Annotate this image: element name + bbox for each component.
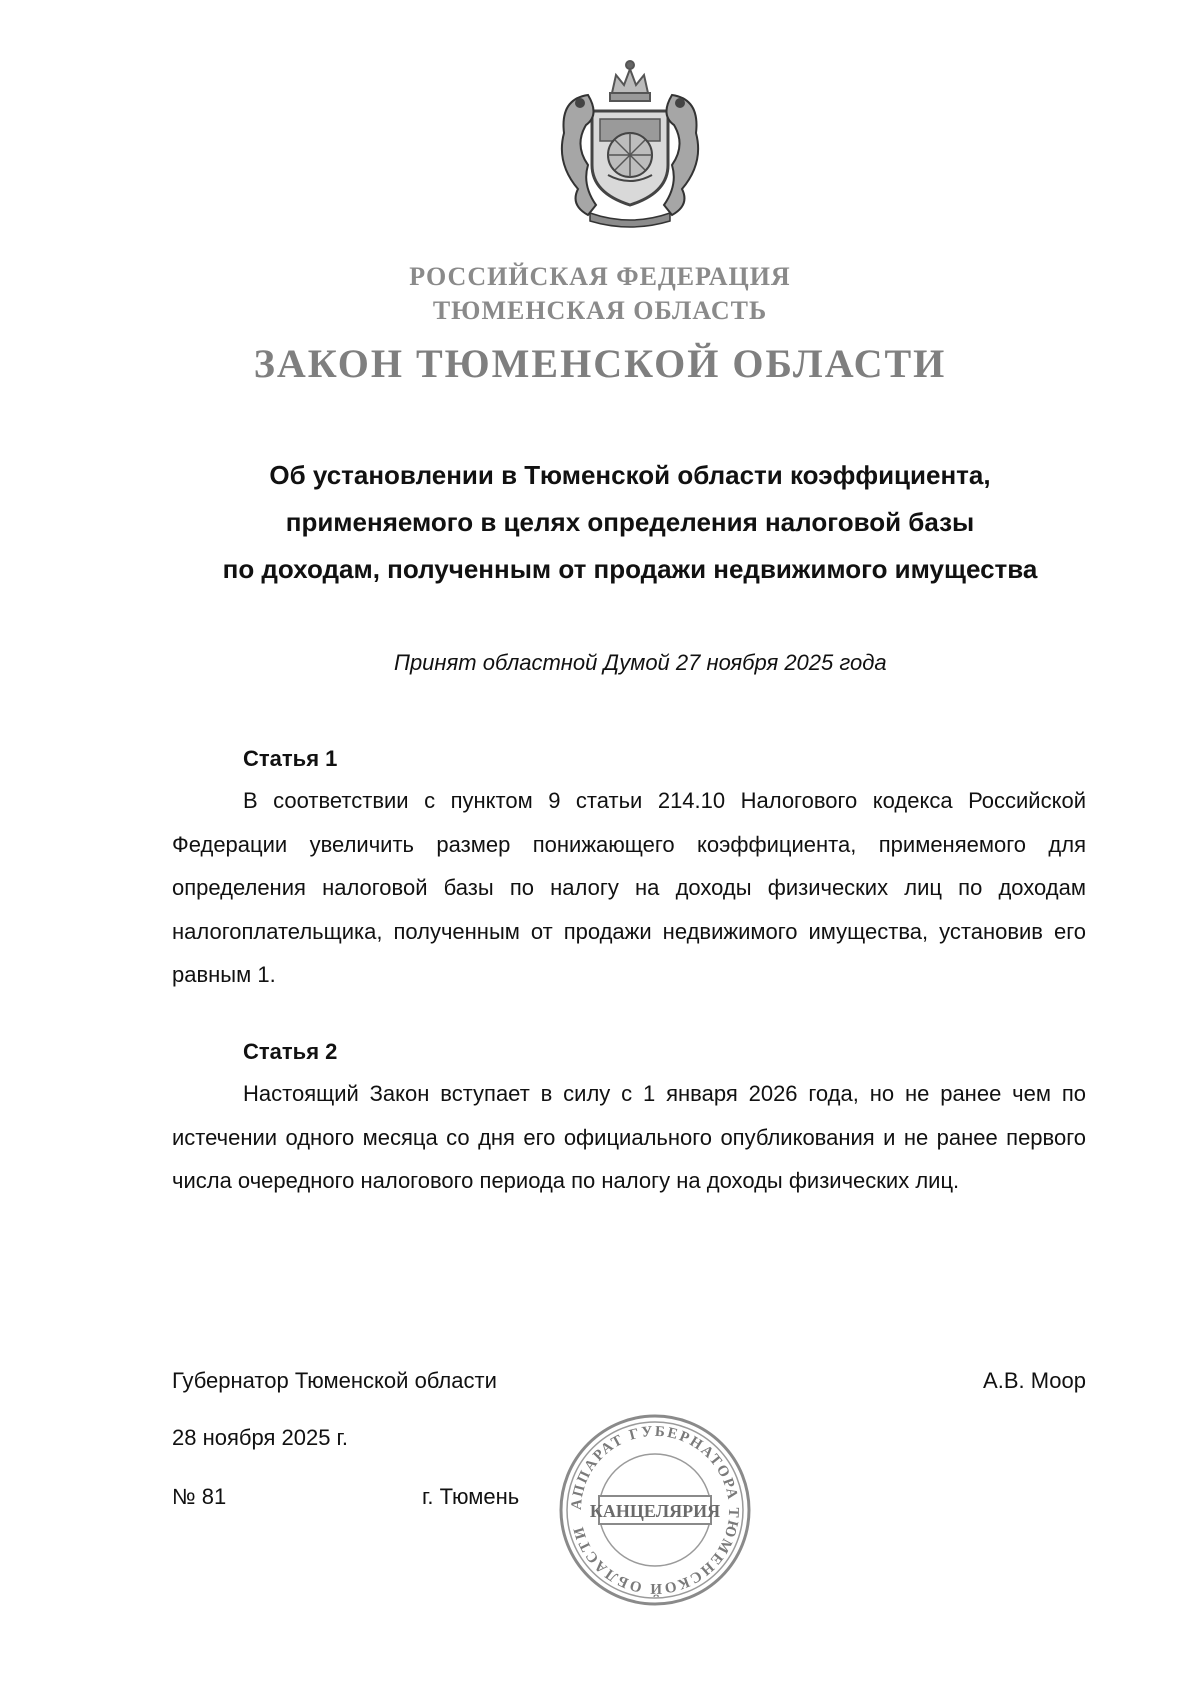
governor-name: А.В. Моор (983, 1368, 1086, 1393)
law-number: № 81 (172, 1484, 227, 1509)
document-title (150, 452, 1110, 593)
title-line: Об установлении в Тюменской области коэффициента, (269, 460, 991, 490)
governor-title: Губернатор Тюменской области (172, 1368, 497, 1393)
header-country: РОССИЙСКАЯ ФЕДЕРАЦИЯ (409, 262, 791, 291)
header-law-type: ЗАКОН ТЮМЕНСКОЙ ОБЛАСТИ (253, 341, 947, 386)
stamp-center-text: КАНЦЕЛЯРИЯ (589, 1501, 721, 1521)
coat-of-arms-icon (530, 55, 730, 230)
stamp-ring-text: АППАРАТ ГУБЕРНАТОРА ТЮМЕНСКОЙ ОБЛАСТИ (568, 1423, 742, 1597)
signing-city: г. Тюмень (422, 1484, 520, 1509)
signing-date: 28 ноября 2025 г. (172, 1425, 348, 1450)
title-line: по доходам, полученным от продажи недвижимого имущества (222, 554, 1038, 584)
adoption-note: Принят областной Думой 27 ноября 2025 года (394, 650, 887, 675)
header-region: ТЮМЕНСКАЯ ОБЛАСТЬ (432, 296, 768, 325)
office-stamp-icon (555, 1410, 755, 1610)
title-line: применяемого в целях определения налоговой базы (285, 507, 975, 537)
article-2-text: Настоящий Закон вступает в силу с 1 января 2026 года, но не ранее чем по истечении одного месяца со дня его официального опубликования и не ранее первого числа очередного налогового периода по налогу на доходы физических лиц. (172, 1081, 1086, 1193)
article-1-heading: Статья 1 (243, 746, 338, 771)
article-2-heading: Статья 2 (243, 1039, 338, 1064)
article-1-text: В соответствии с пунктом 9 статьи 214.10 Налогового кодекса Российской Федерации увеличить размер понижающего коэффициента, применяемого для определения налоговой базы по налогу на доходы физических лиц по доходам налогоплательщика, полученным от продажи недвижимого имущества, установив его равным 1. (172, 788, 1086, 987)
